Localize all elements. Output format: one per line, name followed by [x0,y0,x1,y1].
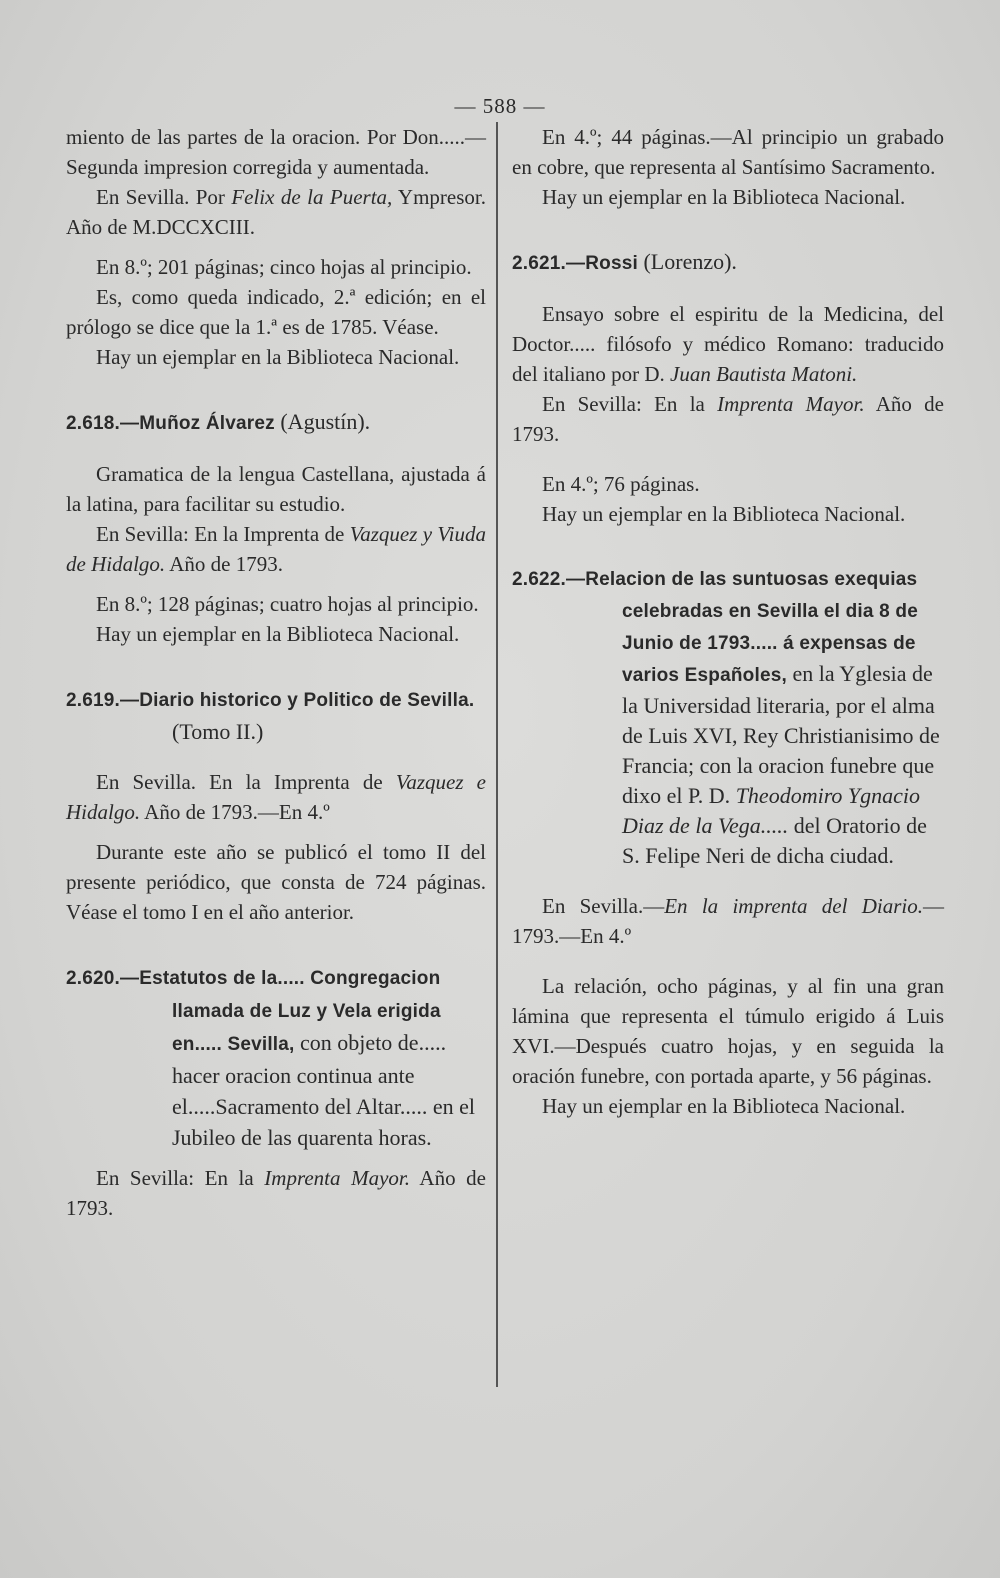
entry-heading-2621: 2.621.—Rossi (Lorenzo). [512,249,737,274]
imprint: En Sevilla. Por Felix de la Puerta, Ympresor. Año de M.DCCXCIII. [66,185,486,239]
imprint: En Sevilla: En la Imprenta Mayor. Año de 1793. [66,1166,486,1220]
entry-title: Gramatica de la lengua Castellana, ajustada á la latina, para facilitar su estudio. [66,462,486,516]
page-number: — 588 — [454,94,546,118]
paragraph: En 4.º; 44 páginas.—Al principio un grabado en cobre, que representa al Santísimo Sacramento. [512,125,944,179]
entry-title: Ensayo sobre el espiritu de la Medicina, del Doctor..... filósofo y médico Romano: traducido del italiano por D. Juan Bautista Matoni. [512,302,944,386]
holding-note: Hay un ejemplar en la Biblioteca Nacional. [96,345,460,369]
entry-heading-2620: 2.620.—Estatutos de la..... Congregacion llamada de Luz y Vela erigida en..... Sevilla, con objeto de..... hacer oracion continua ante el.....Sacramento del Altar..... en el Jubileo de las quarenta horas. [66,968,476,1150]
paragraph: En 8.º; 128 páginas; cuatro hojas al principio. [96,592,479,616]
holding-note: Hay un ejemplar en la Biblioteca Nacional. [96,622,460,646]
entry-heading-2622: 2.622.—Relacion de las suntuosas exequias celebradas en Sevilla el dia 8 de Junio de 1793..... á expensas de varios Españoles, en la Yglesia de la Universidad literaria, por el alma de Luis XVI, Rey Christianisimo de Francia; con la oracion funebre que dixo el P. D. Theodomiro Ygnacio Diaz de la Vega..... del Oratorio de S. Felipe Neri de dicha ciudad. [512,569,940,868]
left-column [66,122,486,1223]
paragraph: En 4.º; 76 páginas. [542,472,700,496]
imprint: En Sevilla: En la Imprenta Mayor. Año de 1793. [512,392,944,446]
entry-heading-2618: 2.618.—Muñoz Álvarez (Agustín). [66,409,371,434]
paragraph: Es, como queda indicado, 2.ª edición; en el prólogo se dice que la 1.ª es de 1785. Véase. [66,285,486,339]
paragraph: Durante este año se publicó el tomo II del presente periódico, que consta de 724 páginas. Véase el tomo I en el año anterior. [66,840,486,924]
paragraph: miento de las partes de la oracion. Por Don.....—Segunda impresion corregida y aumentada. [66,125,486,179]
imprint: En Sevilla.—En la imprenta del Diario.—1793.—En 4.º [512,894,945,948]
holding-note: Hay un ejemplar en la Biblioteca Nacional. [542,502,906,526]
imprint: En Sevilla: En la Imprenta de Vazquez y Viuda de Hidalgo. Año de 1793. [66,522,486,576]
imprint: En Sevilla. En la Imprenta de Vazquez e Hidalgo. Año de 1793.—En 4.º [66,770,486,824]
holding-note: Hay un ejemplar en la Biblioteca Nacional. [542,185,906,209]
holding-note: Hay un ejemplar en la Biblioteca Nacional. [542,1094,906,1118]
right-column [512,122,944,1121]
paragraph: La relación, ocho páginas, y al fin una gran lámina que representa el túmulo erigido á Luis XVI.—Después cuatro hojas, y en seguida la oración funebre, con portada aparte, y 56 páginas. [512,974,944,1088]
paragraph: En 8.º; 201 páginas; cinco hojas al principio. [96,255,472,279]
entry-heading-2619: 2.619.—Diario historico y Politico de Sevilla. (Tomo II.) [66,690,475,744]
column-divider [496,122,498,1387]
